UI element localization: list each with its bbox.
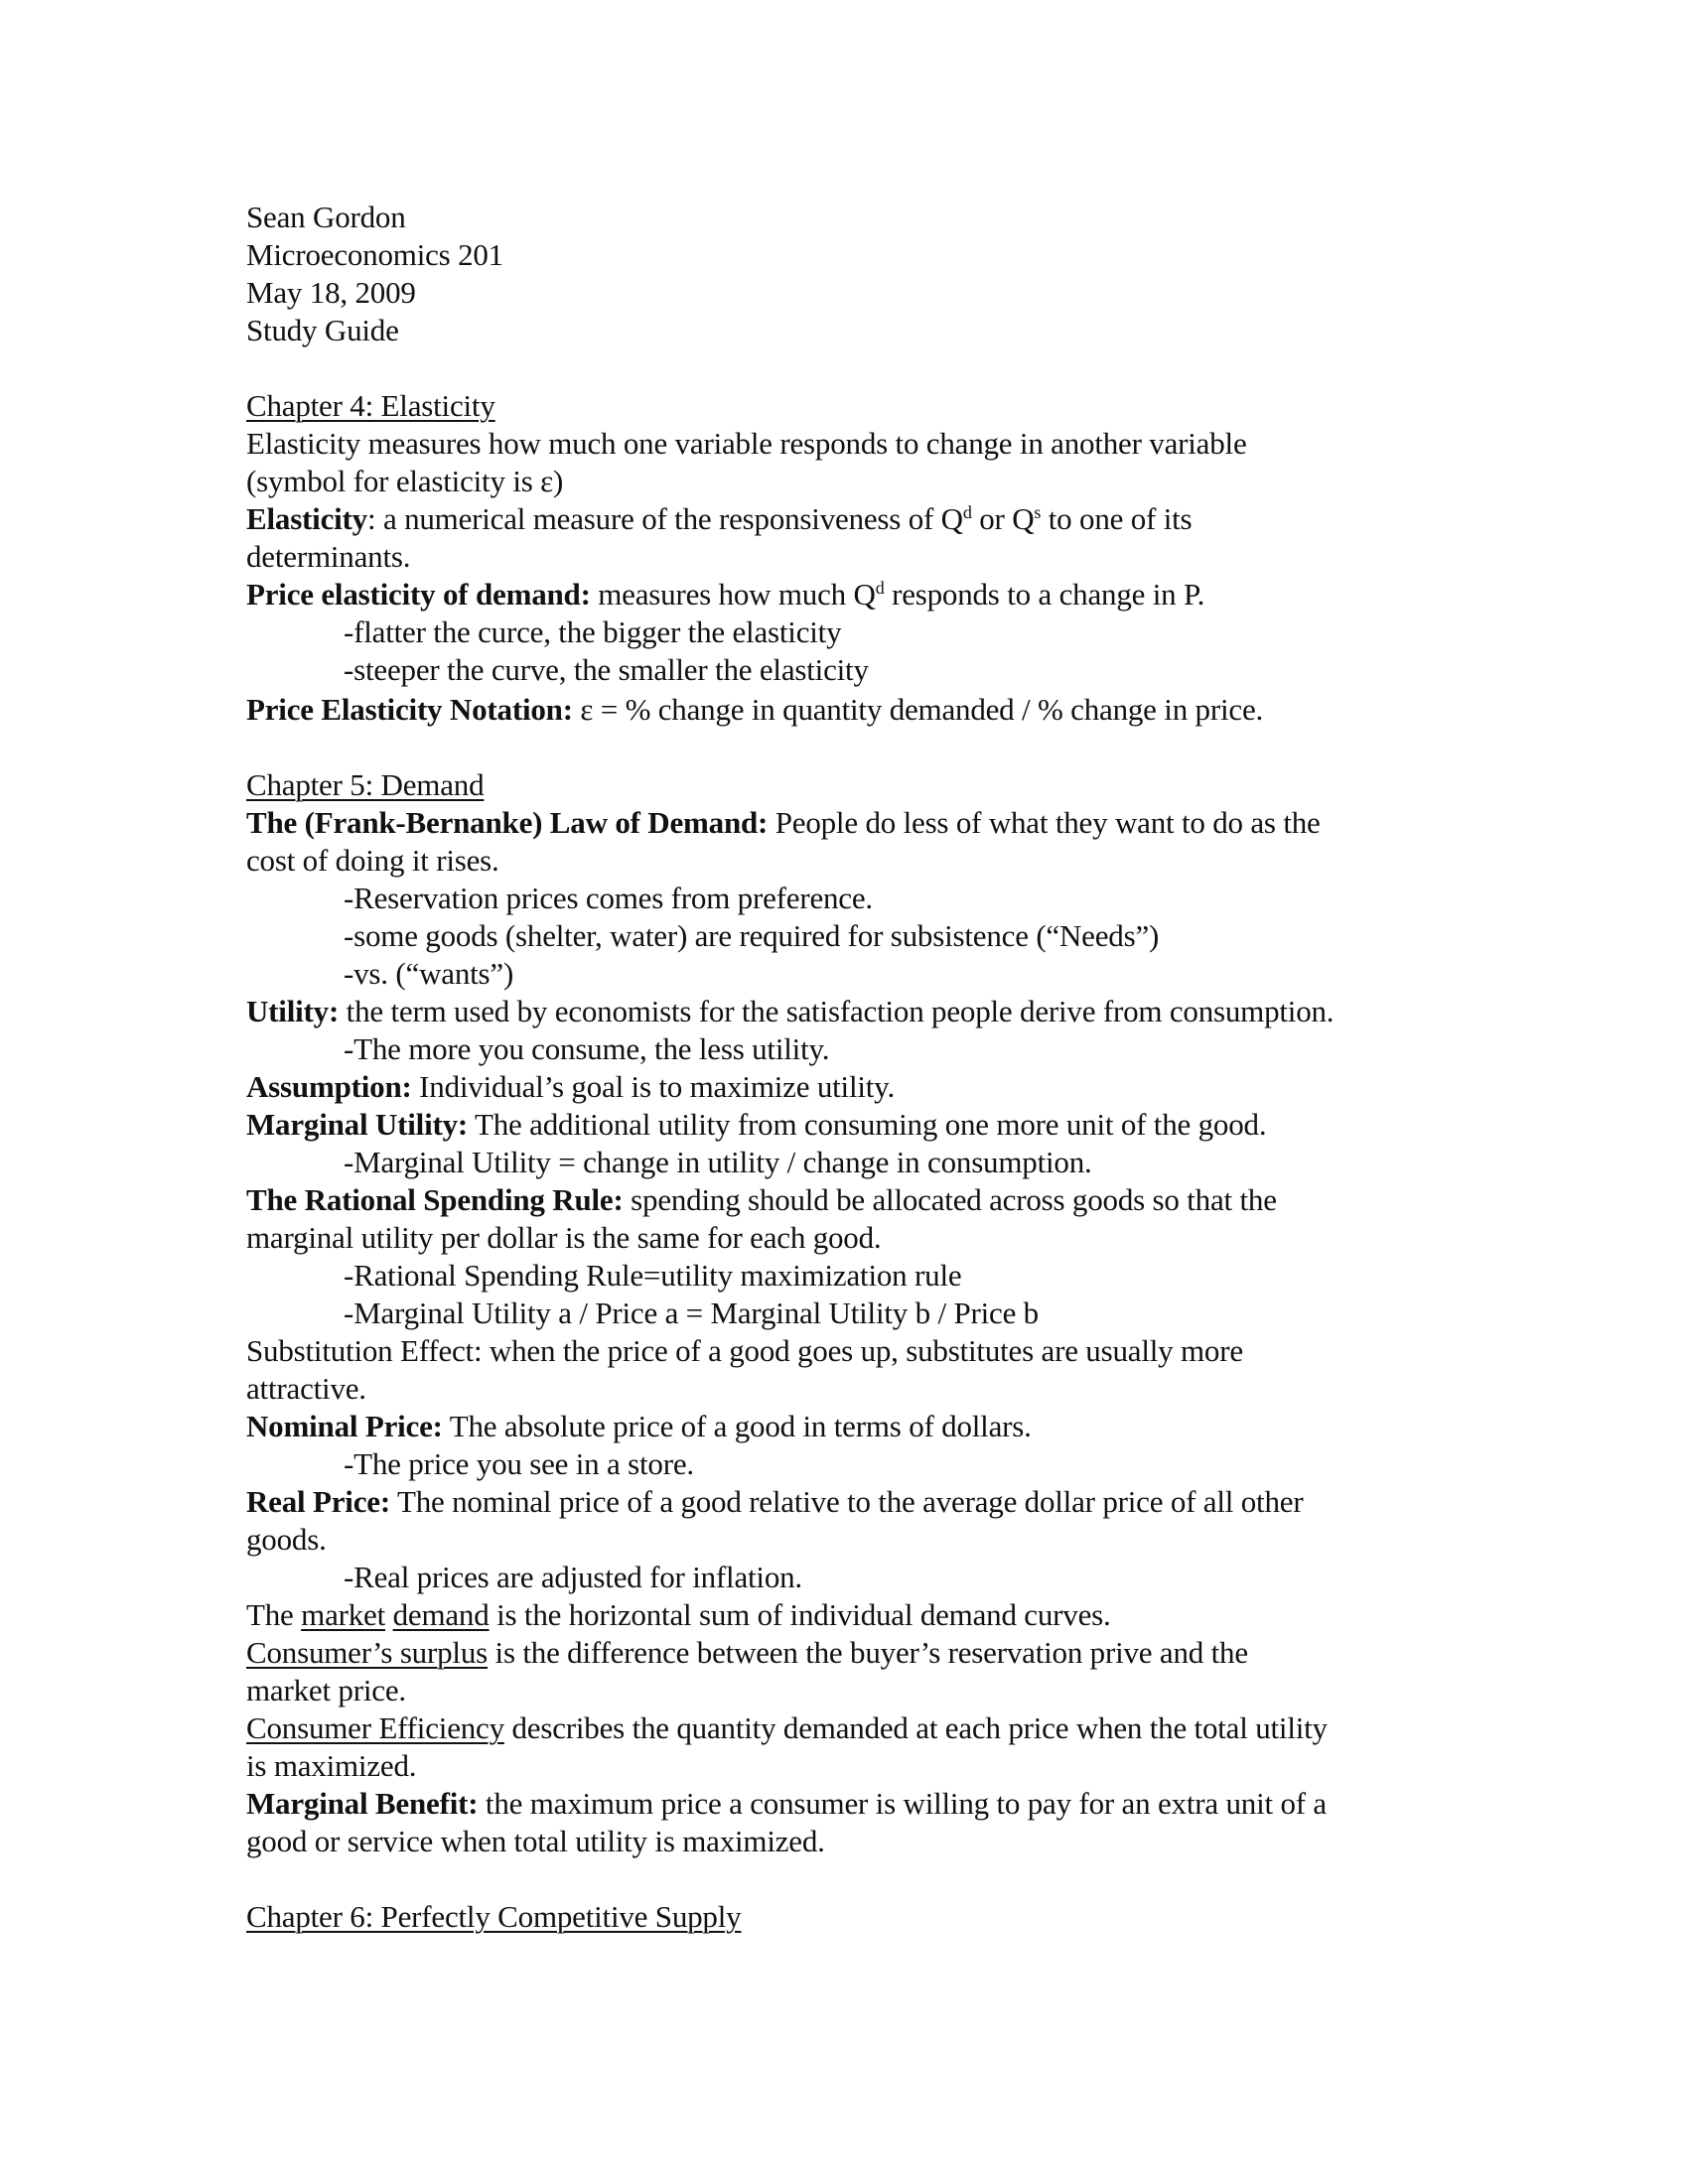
underlined-term: Consumer Efficiency <box>246 1710 504 1745</box>
definition-text: ε = % change in quantity demanded / % change in price. <box>572 692 1264 727</box>
definition-text: is the difference between the buyer’s reservation prive and the <box>487 1635 1248 1670</box>
definition-text: is the horizontal sum of individual demand curves. <box>489 1597 1111 1632</box>
consumer-efficiency-cont: is maximized. <box>246 1748 417 1783</box>
spacer <box>385 1597 393 1632</box>
law-of-demand-cont: cost of doing it rises. <box>246 843 499 878</box>
rational-spending-rule-cont: marginal utility per dollar is the same for each good. <box>246 1220 882 1255</box>
elasticity-intro-cont: (symbol for elasticity is ε) <box>246 464 564 498</box>
assumption-definition <box>246 1068 895 1106</box>
bullet-note: -Marginal Utility = change in utility / change in consumption. <box>344 1145 1092 1179</box>
elasticity-definition-cont: determinants. <box>246 539 411 574</box>
definition-text: The additional utility from consuming one more unit of the good. <box>468 1107 1267 1142</box>
bullet-note: -vs. (“wants”) <box>344 956 514 991</box>
elasticity-intro: Elasticity measures how much one variable responds to change in another variable <box>246 426 1247 461</box>
term: Price elasticity of demand: <box>246 577 591 612</box>
utility-definition <box>246 993 1334 1030</box>
bullet-note: -Reservation prices comes from preference. <box>344 881 873 915</box>
bullet-note: -flatter the curce, the bigger the elasticity <box>344 614 842 649</box>
definition-text: People do less of what they want to do as the <box>768 805 1321 840</box>
definition-text: the maximum price a consumer is willing to pay for an extra unit of a <box>478 1786 1327 1821</box>
definition-text: The absolute price of a good in terms of dollars. <box>442 1409 1032 1443</box>
definition-text: to one of its <box>1041 501 1193 536</box>
nominal-price-definition <box>246 1408 1032 1445</box>
chapter-5-heading: Chapter 5: Demand <box>246 767 485 802</box>
consumer-surplus-cont: market price. <box>246 1673 406 1707</box>
elasticity-definition <box>246 500 1192 538</box>
marginal-utility-definition <box>246 1106 1266 1144</box>
definition-text: measures how much Q <box>590 577 876 612</box>
definition-text: spending should be allocated across goods so that the <box>623 1182 1277 1217</box>
superscript: d <box>962 502 972 522</box>
underlined-term: demand <box>392 1597 490 1632</box>
underlined-term: Consumer’s surplus <box>246 1635 488 1670</box>
marginal-benefit-definition <box>246 1785 1327 1823</box>
document-date: May 18, 2009 <box>246 275 416 310</box>
term: Nominal Price: <box>246 1409 443 1443</box>
substitution-effect-definition: Substitution Effect: when the price of a good goes up, substitutes are usually more <box>246 1333 1243 1368</box>
real-price-definition <box>246 1483 1303 1521</box>
term: The Rational Spending Rule: <box>246 1182 624 1217</box>
chapter-6-heading: Chapter 6: Perfectly Competitive Supply <box>246 1899 742 1934</box>
term: Real Price: <box>246 1484 390 1519</box>
term: Utility: <box>246 994 340 1028</box>
term: The (Frank-Bernanke) Law of Demand: <box>246 805 769 840</box>
bullet-note: -The price you see in a store. <box>344 1446 694 1481</box>
bullet-note: -Rational Spending Rule=utility maximization rule <box>344 1258 962 1293</box>
term: Marginal Utility: <box>246 1107 469 1142</box>
marginal-benefit-cont: good or service when total utility is maximized. <box>246 1824 825 1858</box>
law-of-demand-definition <box>246 804 1321 842</box>
bullet-note: -Marginal Utility a / Price a = Marginal Utility b / Price b <box>344 1296 1039 1330</box>
superscript: d <box>875 578 885 598</box>
term: Marginal Benefit: <box>246 1786 479 1821</box>
consumer-efficiency-definition <box>246 1709 1328 1747</box>
term: Assumption: <box>246 1069 412 1104</box>
author-name: Sean Gordon <box>246 200 406 234</box>
price-elasticity-definition <box>246 576 1204 614</box>
bullet-note: -Real prices are adjusted for inflation. <box>344 1560 802 1594</box>
bullet-note: -The more you consume, the less utility. <box>344 1031 830 1066</box>
rational-spending-rule-definition <box>246 1181 1277 1219</box>
notation-definition <box>246 691 1263 729</box>
chapter-4-heading: Chapter 4: Elasticity <box>246 388 495 423</box>
definition-text: describes the quantity demanded at each price when the total utility <box>503 1710 1328 1745</box>
underlined-term: market <box>301 1597 386 1632</box>
term: Elasticity <box>246 501 367 536</box>
document-title: Study Guide <box>246 313 399 347</box>
definition-text: responds to a change in P. <box>884 577 1205 612</box>
substitution-effect-cont: attractive. <box>246 1371 366 1406</box>
definition-text: The <box>246 1597 302 1632</box>
superscript: s <box>1034 502 1042 522</box>
definition-text: The nominal price of a good relative to the average dollar price of all other <box>389 1484 1304 1519</box>
definition-text: : a numerical measure of the responsiveness of Q <box>367 501 963 536</box>
market-demand-definition <box>246 1596 1111 1634</box>
consumer-surplus-definition <box>246 1634 1248 1672</box>
bullet-note: -steeper the curve, the smaller the elasticity <box>344 652 869 687</box>
definition-text: or Q <box>971 501 1035 536</box>
term: Price Elasticity Notation: <box>246 692 573 727</box>
bullet-note: -some goods (shelter, water) are required for subsistence (“Needs”) <box>344 918 1160 953</box>
course-name: Microeconomics 201 <box>246 237 503 272</box>
real-price-cont: goods. <box>246 1522 327 1557</box>
definition-text: the term used by economists for the satisfaction people derive from consumption. <box>339 994 1335 1028</box>
definition-text: Individual’s goal is to maximize utility. <box>411 1069 896 1104</box>
